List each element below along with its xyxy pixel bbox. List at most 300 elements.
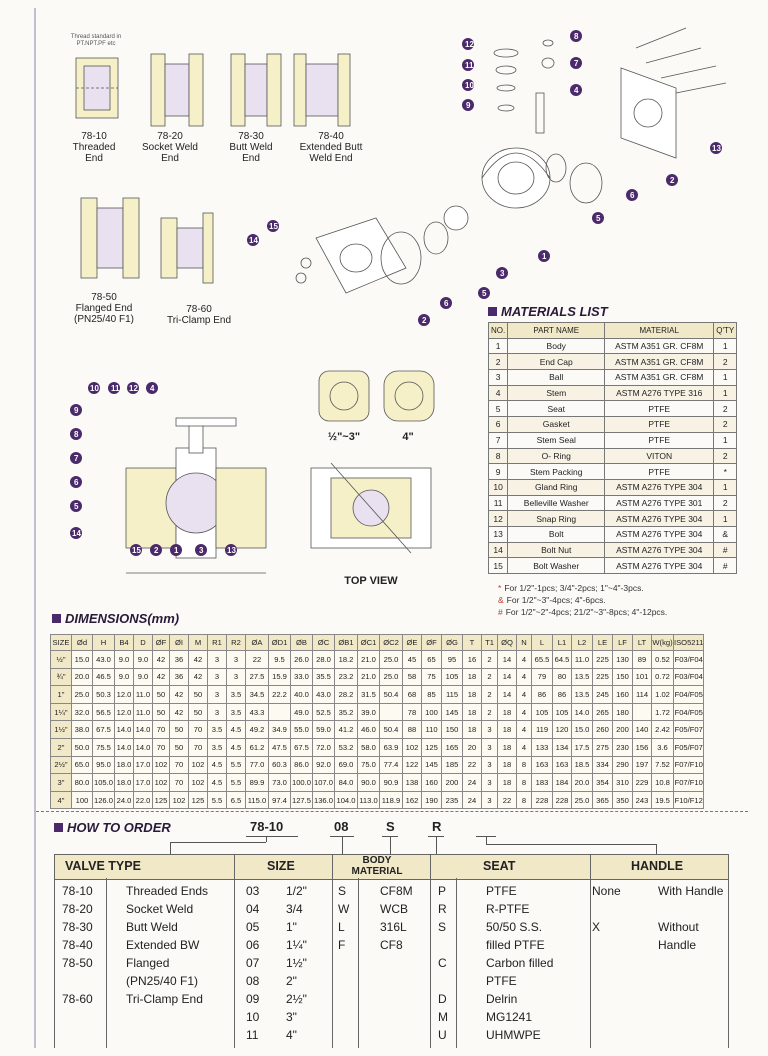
table-cell: 86 — [532, 686, 553, 704]
svg-text:15: 15 — [132, 546, 141, 555]
table-cell: 16 — [463, 651, 482, 669]
svg-text:7: 7 — [574, 59, 579, 68]
table-cell: 2 — [714, 417, 737, 433]
valve-type-code: 78-30 — [62, 920, 93, 934]
seat-value: Carbon filled — [486, 956, 554, 970]
table-cell: 105 — [532, 703, 553, 721]
table-cell: 102 — [403, 738, 422, 756]
table-cell — [269, 703, 291, 721]
handle-value: With Handle — [658, 884, 724, 898]
connector-line — [436, 836, 437, 854]
table-row — [51, 738, 704, 756]
table-cell: ASTM A276 TYPE 304 — [605, 558, 714, 574]
table-cell: ASTM A276 TYPE 304 — [605, 542, 714, 558]
size-label-large: 4" — [402, 431, 414, 443]
dimensions-header-cell: SIZE — [51, 635, 72, 651]
seat-value: MG1241 — [486, 1010, 533, 1024]
table-cell: 229 — [633, 774, 652, 792]
table-cell: 55.0 — [291, 721, 313, 739]
table-cell: 50 — [189, 703, 208, 721]
note-line — [498, 582, 667, 594]
table-cell: 2 — [482, 703, 498, 721]
table-cell: VITON — [605, 448, 714, 464]
valve-type-name: Butt Weld — [126, 920, 178, 934]
table-cell: Stem — [508, 385, 605, 401]
body-material-code: S — [338, 884, 347, 898]
table-cell: 70 — [189, 721, 208, 739]
table-cell: 65.0 — [72, 756, 93, 774]
table-cell: 4" — [51, 791, 72, 809]
table-cell: 79 — [532, 668, 553, 686]
table-cell: 25.0 — [572, 791, 593, 809]
table-cell: 3 — [482, 756, 498, 774]
svg-text:4: 4 — [574, 86, 579, 95]
table-cell: 184 — [553, 774, 572, 792]
table-cell: 59.0 — [313, 721, 335, 739]
table-cell: F04/F05 — [674, 703, 704, 721]
body-material-value: CF8 — [380, 938, 403, 952]
table-cell: 43.0 — [313, 686, 335, 704]
table-cell: 90.9 — [380, 774, 403, 792]
table-row — [489, 370, 737, 386]
table-cell: 1 — [714, 338, 737, 354]
how-to-order-title: HOW TO ORDER — [54, 820, 171, 835]
table-cell: 3.5 — [227, 703, 246, 721]
valve-type-code: 78-40 — [62, 938, 93, 952]
table-cell: 110 — [422, 721, 442, 739]
svg-text:11: 11 — [111, 384, 120, 393]
table-cell: 47.5 — [269, 738, 291, 756]
svg-text:2: 2 — [670, 176, 675, 185]
table-cell: 42 — [189, 651, 208, 669]
table-row — [51, 721, 704, 739]
svg-text:12: 12 — [129, 384, 138, 393]
table-cell: F07/F10 — [674, 774, 704, 792]
table-cell: 100 — [72, 791, 93, 809]
table-cell: 5.5 — [208, 791, 227, 809]
table-cell: 127.5 — [291, 791, 313, 809]
table-cell: 63.9 — [380, 738, 403, 756]
table-cell: F07/F10 — [674, 756, 704, 774]
table-cell: 88 — [403, 721, 422, 739]
seat-value: 50/50 S.S. — [486, 920, 543, 934]
seat-code — [438, 936, 448, 954]
table-cell: PTFE — [605, 464, 714, 480]
table-cell: 3 — [208, 686, 227, 704]
table-cell: 107.0 — [313, 774, 335, 792]
table-cell: 1½" — [51, 721, 72, 739]
dimensions-header-cell: ØA — [246, 635, 269, 651]
bullet-square-icon — [54, 823, 63, 832]
dimensions-header-cell: LT — [633, 635, 652, 651]
table-cell: 14.0 — [134, 738, 153, 756]
table-cell: 36 — [170, 668, 189, 686]
size-code: 08 — [246, 974, 260, 988]
materials-header-cell: Q'TY — [714, 323, 737, 339]
connector-line — [486, 844, 656, 845]
size-value: 2" — [286, 974, 297, 988]
dimensions-header-cell: D — [134, 635, 153, 651]
table-cell: 2 — [482, 686, 498, 704]
table-cell: 56.5 — [93, 703, 115, 721]
table-cell: 2 — [714, 495, 737, 511]
table-cell: 1 — [714, 479, 737, 495]
table-cell: 35.2 — [335, 703, 358, 721]
seat-code: R — [438, 902, 447, 916]
table-cell: 14 — [489, 542, 508, 558]
column-separator — [106, 878, 107, 1048]
table-cell: 126.0 — [93, 791, 115, 809]
table-cell: 61.2 — [246, 738, 269, 756]
table-cell: ASTM A276 TYPE 304 — [605, 526, 714, 542]
dimensions-header-cell: ØF — [153, 635, 170, 651]
handle-code: None — [592, 884, 621, 898]
table-cell: 275 — [593, 738, 613, 756]
table-cell: 18.0 — [115, 756, 134, 774]
table-cell: 18 — [463, 703, 482, 721]
table-cell: 6 — [489, 417, 508, 433]
table-cell: 12.0 — [115, 703, 134, 721]
table-cell: 58 — [403, 668, 422, 686]
table-cell: 42 — [153, 651, 170, 669]
seat-code — [438, 972, 448, 990]
svg-text:14: 14 — [72, 529, 81, 538]
header-body-material: BODY MATERIAL — [351, 855, 403, 877]
table-cell: 45 — [403, 651, 422, 669]
table-cell: 84.0 — [335, 774, 358, 792]
table-cell: 7.52 — [652, 756, 674, 774]
table-cell: 1" — [51, 686, 72, 704]
handle-value: Handle — [658, 938, 697, 952]
table-cell — [633, 703, 652, 721]
valve-type-name: Tri-Clamp End — [126, 992, 203, 1006]
table-cell: 50 — [153, 703, 170, 721]
column-separator — [590, 854, 591, 1048]
table-cell: 42 — [189, 668, 208, 686]
handle-value — [658, 900, 723, 918]
table-cell: 80.0 — [72, 774, 93, 792]
table-cell: 72.0 — [313, 738, 335, 756]
valve-type-name: Threaded Ends — [126, 884, 209, 898]
table-cell: 68 — [403, 686, 422, 704]
table-cell: 163 — [532, 756, 553, 774]
body-material-code: F — [338, 938, 346, 952]
table-cell: 228 — [553, 791, 572, 809]
svg-text:2: 2 — [422, 316, 427, 325]
note-mark: & — [498, 595, 504, 605]
table-cell: 14.0 — [134, 721, 153, 739]
table-cell: 200 — [613, 721, 633, 739]
table-cell: 3 — [489, 370, 508, 386]
dimensions-header-cell: ØQ — [498, 635, 517, 651]
table-cell: 39.0 — [358, 703, 380, 721]
svg-text:7: 7 — [74, 454, 79, 463]
table-cell: 138 — [403, 774, 422, 792]
table-cell: 90.0 — [358, 774, 380, 792]
table-cell: 49.0 — [291, 703, 313, 721]
table-cell: 3.5 — [208, 721, 227, 739]
table-cell: Bolt Washer — [508, 558, 605, 574]
table-cell: 21.0 — [358, 651, 380, 669]
valve-type-code — [62, 972, 93, 990]
table-cell: 22.0 — [134, 791, 153, 809]
table-cell: 67.5 — [291, 738, 313, 756]
handle-code — [592, 900, 621, 918]
table-cell: 11.0 — [572, 651, 593, 669]
dimensions-header-cell: L1 — [553, 635, 572, 651]
dimensions-header-cell: B4 — [115, 635, 134, 651]
table-cell: Bolt Nut — [508, 542, 605, 558]
seat-code: C — [438, 956, 447, 970]
table-cell: 150 — [613, 668, 633, 686]
table-cell: 50.4 — [380, 721, 403, 739]
end-type-78-50: 78-50 Flanged End (PN25/40 F1) — [73, 292, 135, 325]
table-cell: 8 — [517, 756, 532, 774]
size-value: 4" — [286, 1028, 297, 1042]
table-cell: 5 — [489, 401, 508, 417]
end-type-78-30: 78-30 Butt Weld End — [229, 131, 273, 164]
svg-text:13: 13 — [227, 546, 236, 555]
table-cell: 1¼" — [51, 703, 72, 721]
table-cell: 78 — [403, 703, 422, 721]
table-cell: 50 — [170, 721, 189, 739]
table-cell: 6.5 — [227, 791, 246, 809]
size-value: 1½" — [286, 956, 307, 970]
table-cell: 13 — [489, 526, 508, 542]
svg-text:6: 6 — [444, 299, 449, 308]
table-cell: 25.0 — [380, 668, 403, 686]
table-cell: 102 — [189, 774, 208, 792]
table-cell: 145 — [442, 703, 463, 721]
table-cell: 105.0 — [93, 774, 115, 792]
table-cell: 41.2 — [335, 721, 358, 739]
seat-code: D — [438, 992, 447, 1006]
table-cell: Seat — [508, 401, 605, 417]
table-cell: 2" — [51, 738, 72, 756]
table-cell: 4 — [517, 721, 532, 739]
table-cell: 4.5 — [208, 756, 227, 774]
table-cell: 115 — [442, 686, 463, 704]
dimensions-header-cell: ØI — [170, 635, 189, 651]
connector-line — [266, 836, 267, 842]
dimensions-header-cell: R1 — [208, 635, 227, 651]
table-cell: & — [714, 526, 737, 542]
table-cell: 43.0 — [93, 651, 115, 669]
table-row — [489, 542, 737, 558]
table-cell: 70 — [189, 738, 208, 756]
table-cell: 1.02 — [652, 686, 674, 704]
table-cell: 18 — [463, 721, 482, 739]
table-cell: 49.2 — [246, 721, 269, 739]
table-row — [489, 354, 737, 370]
table-cell: 228 — [532, 791, 553, 809]
table-row — [489, 464, 737, 480]
table-cell: 58.0 — [358, 738, 380, 756]
handle-code: X — [592, 920, 601, 934]
table-cell: 9.5 — [269, 651, 291, 669]
order-code-seat: R — [432, 819, 442, 834]
seat-code: M — [438, 1010, 448, 1024]
table-cell: 3.5 — [208, 738, 227, 756]
table-cell: 9.0 — [134, 668, 153, 686]
table-cell: 1.72 — [652, 703, 674, 721]
table-cell: 46.5 — [93, 668, 115, 686]
svg-text:9: 9 — [466, 101, 471, 110]
table-cell: 3 — [208, 668, 227, 686]
table-cell: 15.0 — [572, 721, 593, 739]
table-cell: ASTM A276 TYPE 304 — [605, 479, 714, 495]
dimensions-table — [50, 634, 704, 809]
top-view-label: TOP VIEW — [344, 575, 398, 587]
header-seat: SEAT — [483, 859, 516, 873]
valve-type-code: 78-60 — [62, 992, 93, 1006]
table-row — [489, 495, 737, 511]
header-valve-type: VALVE TYPE — [65, 859, 141, 873]
table-cell: O- Ring — [508, 448, 605, 464]
table-cell: 24 — [463, 791, 482, 809]
table-cell: Gasket — [508, 417, 605, 433]
table-cell: 133 — [532, 738, 553, 756]
table-cell: 2.42 — [652, 721, 674, 739]
valve-type-names — [126, 882, 208, 1008]
seat-code: S — [438, 920, 447, 934]
dimensions-header-cell: N — [517, 635, 532, 651]
table-cell: 52.5 — [313, 703, 335, 721]
table-cell: PTFE — [605, 432, 714, 448]
table-cell: 3" — [51, 774, 72, 792]
svg-text:10: 10 — [90, 384, 99, 393]
table-cell: 3 — [482, 721, 498, 739]
table-cell: 12.0 — [115, 686, 134, 704]
table-cell: 92.0 — [313, 756, 335, 774]
table-cell: F10/F12 — [674, 791, 704, 809]
valve-type-name: Flanged — [126, 956, 170, 970]
table-cell: 15.9 — [269, 668, 291, 686]
table-cell: 86 — [553, 686, 572, 704]
dimensions-header-cell: ØD1 — [269, 635, 291, 651]
table-cell: 2 — [714, 401, 737, 417]
table-cell: 2 — [482, 668, 498, 686]
table-cell: 43.3 — [246, 703, 269, 721]
table-cell: 2 — [489, 354, 508, 370]
table-cell: 140 — [633, 721, 652, 739]
table-cell: 4 — [517, 651, 532, 669]
table-cell: 26.0 — [291, 651, 313, 669]
table-cell: 8 — [517, 791, 532, 809]
table-cell: 14.0 — [572, 703, 593, 721]
table-cell: 3 — [482, 774, 498, 792]
table-cell: 334 — [593, 756, 613, 774]
size-codes — [246, 882, 259, 1044]
table-cell: 125 — [153, 791, 170, 809]
table-cell: 160 — [613, 686, 633, 704]
table-cell: PTFE — [605, 417, 714, 433]
table-cell: 102 — [170, 791, 189, 809]
size-code: 03 — [246, 884, 260, 898]
table-cell: 25.0 — [380, 651, 403, 669]
order-code-size: 08 — [334, 819, 349, 834]
order-table-header — [54, 854, 729, 880]
note-text: For 1/2"-1pcs; 3/4"-2pcs; 1"~4"-3pcs. — [504, 583, 644, 593]
table-cell: F03/F04 — [674, 668, 704, 686]
catalog-page — [34, 8, 748, 1048]
size-value: 2½" — [286, 992, 307, 1006]
table-cell: 40.0 — [291, 686, 313, 704]
materials-header-cell: MATERIAL — [605, 323, 714, 339]
table-cell: 3 — [208, 703, 227, 721]
table-row — [489, 526, 737, 542]
note-line — [498, 606, 667, 618]
table-cell: 23.2 — [335, 668, 358, 686]
dimensions-header-cell: L — [532, 635, 553, 651]
seat-values — [486, 882, 553, 1044]
dimensions-header-cell: ISO5211 — [674, 635, 704, 651]
table-cell: 3 — [482, 738, 498, 756]
table-cell: 18.0 — [115, 774, 134, 792]
table-cell: 53.2 — [335, 738, 358, 756]
table-cell: 134 — [553, 738, 572, 756]
table-cell: 2½" — [51, 756, 72, 774]
seat-code: U — [438, 1028, 447, 1042]
table-cell: 4.5 — [208, 774, 227, 792]
table-cell: 14.0 — [115, 721, 134, 739]
table-cell: 2 — [714, 354, 737, 370]
table-cell: 3 — [227, 668, 246, 686]
table-row — [489, 511, 737, 527]
dimensions-header-cell: W(kg) — [652, 635, 674, 651]
connector-line — [170, 842, 171, 854]
note-mark: * — [498, 583, 502, 593]
table-cell: 14.0 — [115, 738, 134, 756]
dimensions-header-cell: ØB1 — [335, 635, 358, 651]
materials-notes — [498, 582, 667, 618]
table-cell: 18 — [498, 738, 517, 756]
valve-type-name: (PN25/40 F1) — [126, 974, 199, 988]
svg-text:5: 5 — [596, 214, 601, 223]
table-cell: Gland Ring — [508, 479, 605, 495]
dimensions-header-cell: ØB — [291, 635, 313, 651]
size-code: 06 — [246, 938, 260, 952]
table-cell: 190 — [422, 791, 442, 809]
column-separator — [332, 854, 333, 1048]
valve-type-codes — [62, 882, 93, 1008]
table-cell: 70 — [170, 774, 189, 792]
table-cell: 70 — [170, 756, 189, 774]
table-cell: 102 — [153, 774, 170, 792]
table-cell: 165 — [442, 738, 463, 756]
table-cell: 15 — [489, 558, 508, 574]
table-cell: 102 — [153, 756, 170, 774]
svg-text:1: 1 — [174, 546, 179, 555]
size-code: 05 — [246, 920, 260, 934]
table-cell: 65.5 — [532, 651, 553, 669]
table-cell: 114 — [633, 686, 652, 704]
table-cell: 22 — [463, 756, 482, 774]
table-cell: F04/F05 — [674, 686, 704, 704]
dimensions-header-cell: T — [463, 635, 482, 651]
handle-codes — [592, 882, 621, 954]
table-cell: 365 — [593, 791, 613, 809]
table-cell: 42 — [170, 703, 189, 721]
table-cell: 50 — [170, 738, 189, 756]
table-row — [489, 385, 737, 401]
table-cell: 86.0 — [291, 756, 313, 774]
table-cell: 18 — [498, 703, 517, 721]
table-cell: 9.0 — [115, 651, 134, 669]
svg-text:2: 2 — [154, 546, 159, 555]
table-cell: 28.0 — [313, 651, 335, 669]
table-cell: 163 — [553, 756, 572, 774]
